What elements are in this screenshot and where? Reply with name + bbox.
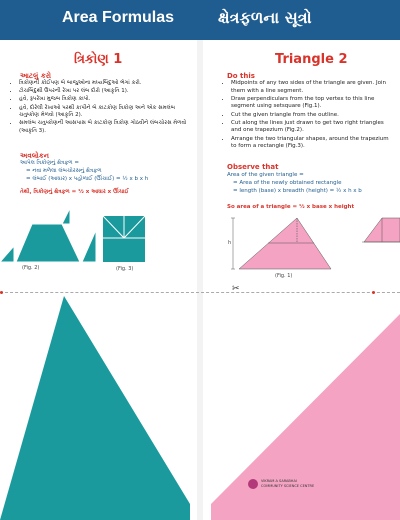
left-do-heading: આટલું કરો (20, 72, 52, 80)
right-observe-line3: = length (base) x breadth (height) = ½ x h x b (233, 188, 362, 194)
right-title: Triangle 2 (275, 52, 348, 67)
left-formula: તેથી, ત્રિકોણનું ક્ષેત્રફળ = ½ x આધાર x ઊંચાઈ (20, 189, 129, 195)
left-observe-line2: = નવા મળેલા લંબચોરસનું ક્ષેત્રફળ (26, 168, 102, 174)
right-fig1-triangle (225, 216, 335, 271)
cut-line (0, 292, 400, 293)
left-fig2-label: (Fig. 2) (22, 265, 40, 271)
left-fig3-rectangle (103, 216, 145, 262)
left-step: • હવે, દોરેલી રેખાઓ પરથી કાપીને બે કાટકોણ ત્રિકોણ અને એક સમલંબ ચતુષ્કોણ મેળવો (આકૃતિ 2). (19, 105, 190, 120)
right-observe-line1: Area of the given triangle = (227, 172, 304, 178)
right-step: • Cut the given triangle from the outline. (231, 112, 394, 120)
left-step: • ટોચબિંદુથી ઉપરની રેખા પર લંબ દોરો (આકૃતિ 1). (19, 88, 190, 96)
height-label: h (228, 240, 232, 246)
right-formula: So area of a triangle = ½ x base x height (227, 204, 355, 210)
left-step: • હવે, રૂપરેખા મુજબ ત્રિકોણ કાપો. (19, 96, 190, 104)
logo-line1: VIKRAM A SARABHAI (261, 479, 297, 483)
right-fig2-partial (362, 216, 400, 256)
left-step: • ત્રિકોણની કોઈપણ બે બાજુઓના મધ્યબિંદુઓ ભેગાં કરો. (19, 80, 190, 88)
page-title-gujarati: ક્ષેત્રફળના સૂત્રો (218, 8, 312, 27)
right-observe-line2: = Area of the newly obtained rectangle (233, 180, 342, 186)
right-do-heading: Do this (227, 72, 255, 80)
teal-cutout-triangle (0, 294, 197, 520)
logo-line2: COMMUNITY SCIENCE CENTRE (261, 484, 315, 488)
right-fig1-label: (Fig. 1) (275, 273, 293, 279)
header-banner (0, 0, 400, 40)
vasc-logo-icon (248, 479, 258, 489)
scissors-icon: ✂ (232, 284, 240, 294)
left-observe-heading: અવલોકન (20, 152, 49, 160)
right-observe-heading: Observe that (227, 163, 279, 171)
left-observe-line3: = લંબાઈ (આધાર) x પહોળાઈ (ઊંચાઈ) = ½ x b x h (26, 176, 149, 182)
left-fig2-pieces (0, 208, 100, 264)
right-step: • Cut along the lines just drawn to get two right triangles and one trapezium (Fig.2). (231, 120, 394, 135)
left-title: ત્રિકોણ 1 (74, 52, 123, 67)
right-steps (222, 80, 394, 151)
left-fig3-label: (Fig. 3) (116, 266, 134, 272)
right-step: • Draw perpendiculars from the top vertex to this line segment using setsquare (Fig.1). (231, 96, 394, 111)
right-step: • Arrange the two triangular shapes, around the trapezium to form a rectangle (Fig.3). (231, 136, 394, 151)
left-steps (10, 80, 190, 136)
right-step: • Midpoints of any two sides of the triangle are given. Join them with a line segment. (231, 80, 394, 95)
page-title-english: Area Formulas (62, 9, 175, 26)
left-step: • સમલંબ ચતુષ્કોણની આસપાસ બે કાટકોણ ત્રિકોણ ગોઠવીને લંબચોરસ મેળવો (આકૃતિ 3). (19, 120, 190, 135)
left-observe-line1: આપેલ ત્રિકોણનું ક્ષેત્રફળ = (20, 160, 79, 166)
